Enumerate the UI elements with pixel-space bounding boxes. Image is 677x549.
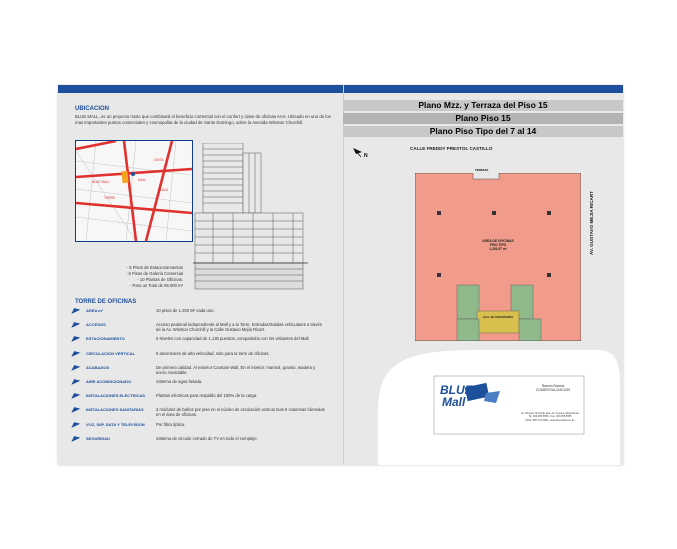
street-right-label: AV. GUSTAVO MEJIA RICART bbox=[589, 191, 594, 255]
center-fold bbox=[343, 85, 344, 465]
business-card-area bbox=[358, 350, 620, 465]
arrow-icon bbox=[70, 434, 81, 442]
spec-label: ACCESOS bbox=[86, 322, 106, 328]
svg-text:TORRE: TORRE bbox=[104, 196, 116, 200]
brochure-spread bbox=[58, 85, 623, 465]
specs-list bbox=[70, 307, 340, 449]
building-stat: - 10 Plantas de Oficinas. bbox=[137, 277, 183, 282]
north-arrow-icon bbox=[353, 148, 371, 162]
plan-title-tipo: Plano Piso Tipo del 7 al 14 bbox=[343, 126, 623, 137]
spec-text: Por fibra óptica. bbox=[156, 421, 186, 427]
spec-label: CIRCULACION VERTICAL bbox=[86, 350, 136, 356]
map-graphic bbox=[76, 141, 192, 241]
plan-area-label: AREA DE OFICINAS bbox=[482, 239, 514, 243]
spec-label: INSTALACIONES ELECTRICAS bbox=[86, 393, 146, 399]
card-address-line: Tel. 809.955.5555 • Fax. 809.955.5555 bbox=[528, 415, 572, 419]
intro-text: BLUE MALL, es un proyecto mixto que combinará el beneficio comercial con el confort y clase de oficinas AAA. Ubicado en uno de los mas importantes puntos comerciales y cosmopolita de la ciudad de Santo Domingo, sobre la Avenida Winston Churchill. bbox=[75, 114, 331, 125]
svg-text:BLUE MALL: BLUE MALL bbox=[92, 180, 110, 184]
spec-row bbox=[70, 435, 340, 449]
spec-row bbox=[70, 378, 340, 392]
arrow-icon bbox=[70, 306, 81, 314]
spec-row bbox=[70, 307, 340, 321]
card-address-line: Av. Winston Churchill, Esq. Av. Gustavo Mejía Ricart bbox=[521, 412, 579, 415]
logo-text-bottom: Mall bbox=[442, 395, 466, 409]
north-arrow bbox=[353, 148, 371, 162]
street-top-label: CALLE FREDDY PRESTOL CASTILLO bbox=[410, 146, 493, 151]
svg-text:CINTA: CINTA bbox=[154, 158, 164, 162]
plan-area-value: 1,203,57 m² bbox=[489, 247, 507, 252]
spec-label: AIRE ACONDICIONADO bbox=[86, 378, 132, 384]
spec-text: 2 módulos de baños por piso en el núcleo de circulación vertical mas 6 columnas húmedas en el área de oficinas. bbox=[156, 407, 325, 418]
building-section-drawing bbox=[193, 143, 308, 293]
ubicacion-title: UBICACION bbox=[75, 106, 109, 112]
building-graphic bbox=[193, 143, 308, 293]
building-stat: - 5 Pisos de Estacionamientos bbox=[126, 265, 183, 270]
spec-text: 5 Niveles con capacidad de 1.130 puestos, compartidos con los visitantes del Mall. bbox=[156, 336, 310, 342]
spec-row bbox=[70, 421, 340, 435]
torre-title: TORRE DE OFICINAS bbox=[75, 299, 137, 305]
plan-area-label-group bbox=[470, 239, 526, 252]
spec-text: 6 ascensores de alta velocidad, solo para la torre de oficinas. bbox=[156, 350, 270, 356]
plan-title-mzz: Plano Mzz. y Terraza del Piso 15 bbox=[343, 100, 623, 111]
spec-label: AREA m² bbox=[86, 308, 104, 313]
plan-core-label: HALL DE ASCENSORES bbox=[483, 316, 513, 319]
card-role: COMERCIALIZACION bbox=[536, 388, 570, 393]
spec-text: De primera calidad. Al exterior Courtain Wall, En el interior: marmol, granito, madera y acero inoxidable. bbox=[156, 364, 316, 375]
spec-label: ESTACIONAMIENTO bbox=[86, 336, 125, 342]
spec-text: Plantas eléctricas para respaldo del 100% de la carga. bbox=[156, 393, 258, 399]
spec-row bbox=[70, 364, 340, 378]
spec-row bbox=[70, 350, 340, 364]
arrow-icon bbox=[70, 391, 81, 399]
spec-label: INSTALACIONES SANITARIAS bbox=[86, 407, 144, 413]
svg-text:PLAZA: PLAZA bbox=[158, 188, 169, 192]
arrow-icon bbox=[70, 405, 81, 413]
arrow-icon bbox=[70, 334, 81, 342]
svg-text:MALL: MALL bbox=[138, 178, 147, 182]
location-map bbox=[75, 140, 193, 242]
right-header-band bbox=[343, 85, 623, 93]
plan-title-piso15: Plano Piso 15 bbox=[343, 113, 623, 124]
building-stats-list bbox=[75, 265, 183, 289]
spec-label: ACABADOS bbox=[86, 364, 110, 370]
logo-text-top: BLUE bbox=[440, 383, 473, 397]
arrow-icon bbox=[70, 377, 81, 385]
north-label: N bbox=[364, 153, 368, 159]
spec-text: Sistema de circuito cerrado de TV en todo el complejo. bbox=[156, 435, 258, 441]
spec-text: 10 pisos de 1.200 M² cada uno. bbox=[156, 308, 215, 313]
left-header-band bbox=[58, 85, 343, 93]
building-stat: - 6 Pisos de Galería Comercial bbox=[125, 271, 183, 276]
card-name: Ramón Ramos bbox=[541, 384, 565, 388]
spec-text: Acceso peatonal independiente al Mall y a la Torre. Entradas/Salidas vehiculares a través de la Av. Winston Churchill y la Calle Gustavo Mejía Ricart. bbox=[156, 322, 322, 333]
card-address-line: Móvil: 809.707.0000 • www.bluemall.com.do bbox=[525, 418, 575, 422]
spec-row bbox=[70, 321, 340, 335]
arrow-icon bbox=[70, 349, 81, 357]
spec-row bbox=[70, 392, 340, 406]
plan-floor-label: PISO TIPO bbox=[489, 243, 507, 248]
blue-mall-logo bbox=[438, 381, 506, 415]
plan-terraza-label: TERRAZA bbox=[475, 168, 489, 172]
arrow-icon bbox=[70, 320, 81, 328]
floor-plan bbox=[415, 168, 581, 341]
spec-label: VOZ, S/IP, DATA Y TELEVISION bbox=[86, 421, 145, 427]
building-stat: - Para un Total de 95.000 m² bbox=[130, 283, 183, 288]
spec-row bbox=[70, 406, 340, 420]
card-contact bbox=[526, 384, 580, 392]
spec-text: Sistema de agua helada. bbox=[156, 378, 203, 384]
arrow-icon bbox=[70, 420, 81, 428]
arrow-icon bbox=[70, 363, 81, 371]
spec-row bbox=[70, 335, 340, 349]
spec-label: SEGURIDAD bbox=[86, 435, 111, 441]
card-address bbox=[518, 412, 582, 422]
